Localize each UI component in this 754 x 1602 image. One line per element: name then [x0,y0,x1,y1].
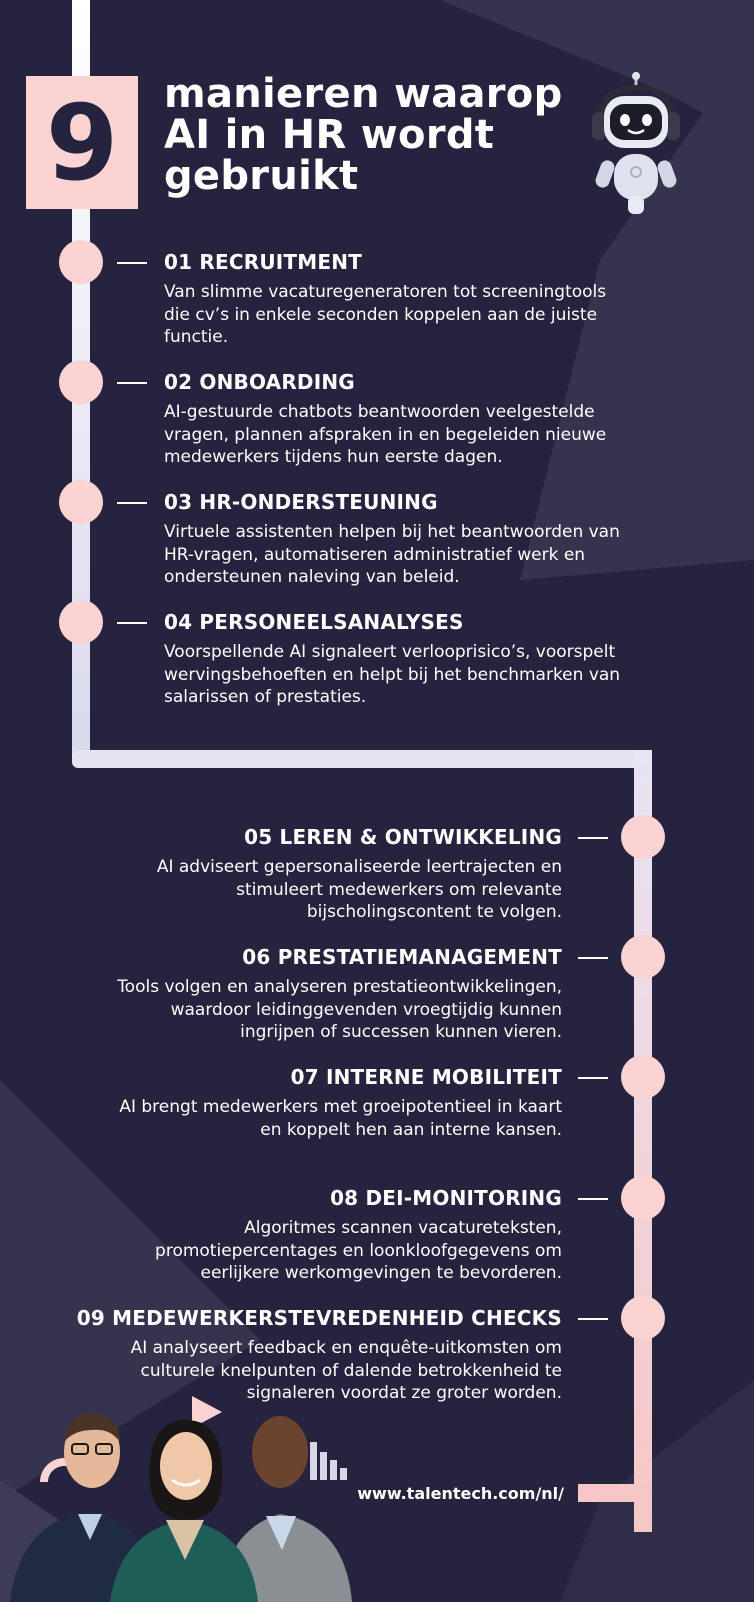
timeline-dash [117,502,147,504]
list-item [2,825,562,924]
timeline-dash [578,1318,608,1320]
timeline-dot [621,1296,665,1340]
item-description: Voorspellende AI signaleert verlooprisico’s, voorspelt wervingsbehoeften en helpt bij het benchmarken van salarissen of prestaties. [164,642,621,707]
timeline-dash [117,382,147,384]
timeline-dash [117,622,147,624]
list-item [164,370,664,469]
item-description: AI-gestuurde chatbots beantwoorden veelgestelde vragen, plannen afspraken in en begeleiden nieuwe medewerkers tijdens hun eerste dagen. [164,402,607,467]
big-number-box [26,76,138,209]
timeline-dot [621,1176,665,1220]
timeline-dot [621,1055,665,1099]
timeline-dot [59,360,103,404]
item-title: 01 RECRUITMENT [164,250,363,274]
item-description: Algoritmes scannen vacatureteksten, promotiepercentages en loonkloofgegevens om eerlijkere werkomgevingen te bevorderen. [155,1218,562,1283]
list-item [2,945,562,1044]
list-item [164,490,664,589]
footer-url[interactable]: www.talentech.com/nl/ [357,1484,564,1503]
item-title: 04 PERSONEELSANALYSES [164,610,464,634]
item-description: AI adviseert gepersonaliseerde leertrajecten en stimuleert medewerkers om relevante bijscholingscontent te volgen. [156,857,562,922]
timeline-dot [621,815,665,859]
timeline-dot [59,600,103,644]
timeline-dot [59,480,103,524]
timeline-connector [72,750,652,768]
timeline-dash [117,262,147,264]
item-title: 03 HR-ONDERSTEUNING [164,490,438,514]
timeline-dot [621,935,665,979]
list-item [2,1186,562,1285]
bar-chart-icon [310,1442,347,1480]
timeline-dash [578,1077,608,1079]
item-title: 07 INTERNE MOBILITEIT [290,1065,562,1089]
timeline-dash [578,1198,608,1200]
timeline-end [578,1484,652,1502]
timeline-dash [578,957,608,959]
title-line: manieren waarop [164,71,563,117]
big-number: 9 [45,81,119,204]
item-title: 05 LEREN & ONTWIKKELING [244,825,562,849]
item-description: Tools volgen en analyseren prestatieontwikkelingen, waardoor leidinggevenden vroegtijdig kunnen ingrijpen of successen kunnen vieren. [117,977,562,1042]
timeline-dash [578,837,608,839]
people-illustration [0,1390,400,1602]
item-description: AI analyseert feedback en enquête-uitkomsten om culturele knelpunten of dalende betrokkenheid te signaleren voordat ze groter worden. [130,1338,562,1403]
item-title: 02 ONBOARDING [164,370,355,394]
timeline-line-bottom [634,750,652,1532]
title-line: gebruikt [164,153,359,199]
item-title: 09 MEDEWERKERSTEVREDENHEID CHECKS [76,1306,562,1330]
item-description: AI brengt medewerkers met groeipotentieel in kaart en koppelt hen aan interne kansen. [119,1097,562,1140]
item-title: 06 PRESTATIEMANAGEMENT [242,945,562,969]
item-description: Virtuele assistenten helpen bij het beantwoorden van HR-vragen, automatiseren administratief werk en ondersteunen naleving van beleid. [164,522,620,587]
robot-mascot-icon [586,70,686,220]
title-line: AI in HR wordt [164,112,495,158]
list-item [2,1065,562,1141]
item-description: Van slimme vacaturegeneratoren tot screeningtools die cv’s in enkele seconden koppelen aan de juiste functie. [164,282,607,347]
item-title: 08 DEI-MONITORING [330,1186,562,1210]
timeline-dot [59,240,103,284]
list-item [164,250,664,349]
page-title [164,71,584,199]
list-item [164,610,664,709]
